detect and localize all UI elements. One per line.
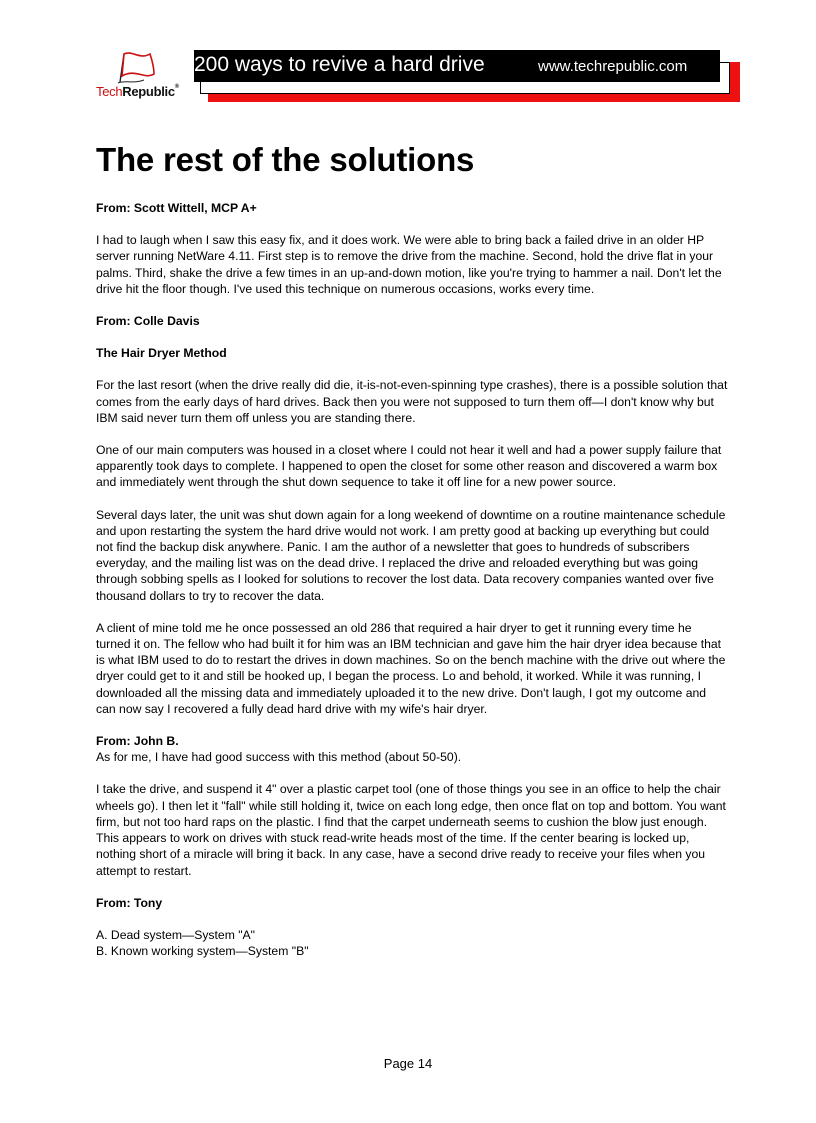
page-heading: The rest of the solutions <box>96 141 475 178</box>
logo-wordmark <box>96 84 179 99</box>
document-title: 200 ways to revive a hard drive <box>194 53 485 76</box>
author-scott: From: Scott Wittell, MCP A+ <box>96 201 257 215</box>
paragraph-john-2: I take the drive, and suspend it 4" over a plastic carpet tool (one of those things you see in an office to help the chair wheels go). I then let it "fall" while still holding it, twice on each long edge, then once flat on top and bottom. You want firm, but not too hard raps on the plastic. I find that the carpet underneath seems to cushion the blow just enough. This appears to work on drives with stuck read-write heads most of the time. If the center bearing is locked up, nothing short of a miracle will bring it back. In any case, have a second drive ready to receive your files when you attempt to restart. <box>96 782 726 878</box>
logo-republic: Republic <box>122 84 175 99</box>
author-colle: From: Colle Davis <box>96 314 200 329</box>
flag-icon <box>114 50 160 86</box>
paragraph-colle-4: A client of mine told me he once possessed an old 286 that required a hair dryer to get it running every time he turned it on. The fellow who had built it for him was an IBM technician and gave him the hair dryer idea because that is what IBM used to do to restart the drives in down machines. So on the bench machine with the drive out where the dryer could get to it and still be hooked up, I began the process. Lo and behold, it worked. While it was running, I downloaded all the missing data and immediately uploaded it to the new drive. Don't laugh, I got my outcome and can now say I recovered a fully dead hard drive with my wife's hair dryer. <box>96 620 726 716</box>
techrepublic-logo <box>92 48 188 106</box>
subheading-hair-dryer: The Hair Dryer Method <box>96 346 227 361</box>
paragraph-colle-1: For the last resort (when the drive really did die, it-is-not-even-spinning type crashes), there is a possible solution that comes from the early days of hard drives. Back then you were not supposed to turn them off—I don't know why but IBM said never turn them off unless you are standing there. <box>96 378 728 425</box>
paragraph-scott-1: I had to laugh when I saw this easy fix, and it does work. We were able to bring back a failed drive in an older HP server running NetWare 4.11. First step is to remove the drive from the machine. Second, hold the drive flat in your palms. Third, shake the drive a few times in an up-and-down motion, like you're trying to hammer a nail. Don't let the drive hit the floor though. I've used this technique on numerous occasions, works every time. <box>96 233 722 296</box>
list-item-a: A. Dead system—System "A" <box>96 927 256 942</box>
logo-tech: Tech <box>96 84 123 99</box>
author-john: From: John B. <box>96 734 179 749</box>
page-number: Page 14 <box>383 1056 433 1071</box>
paragraph-colle-3: Several days later, the unit was shut down again for a long weekend of downtime on a routine maintenance schedule and upon restarting the system the hard drive would not work. I am pretty good at backing up everything but could not find the backup disk anywhere. Panic. I am the author of a newsletter that goes to hundreds of subscribers everyday, and the mailing list was on the dead drive. I replaced the drive and reloaded everything but was going through sobbing spells as I looked for solutions to recover the lost data. Data recovery companies wanted over five thousand dollars to try to recover the data. <box>96 507 726 603</box>
logo-trademark: ® <box>174 84 179 90</box>
author-tony: From: Tony <box>96 895 163 910</box>
list-item-b: B. Known working system—System "B" <box>96 944 309 959</box>
paragraph-john-1: As for me, I have had good success with this method (about 50-50). <box>96 750 462 765</box>
website-url: www.techrepublic.com <box>538 58 688 75</box>
article-body <box>96 140 728 959</box>
paragraph-colle-2: One of our main computers was housed in a closet where I could not hear it well and had a power supply failure that apparently took days to complete. I happened to open the closet for some other reason and discovered a warm box and immediately went through the shut down sequence to take it off line for a new power source. <box>96 443 722 490</box>
